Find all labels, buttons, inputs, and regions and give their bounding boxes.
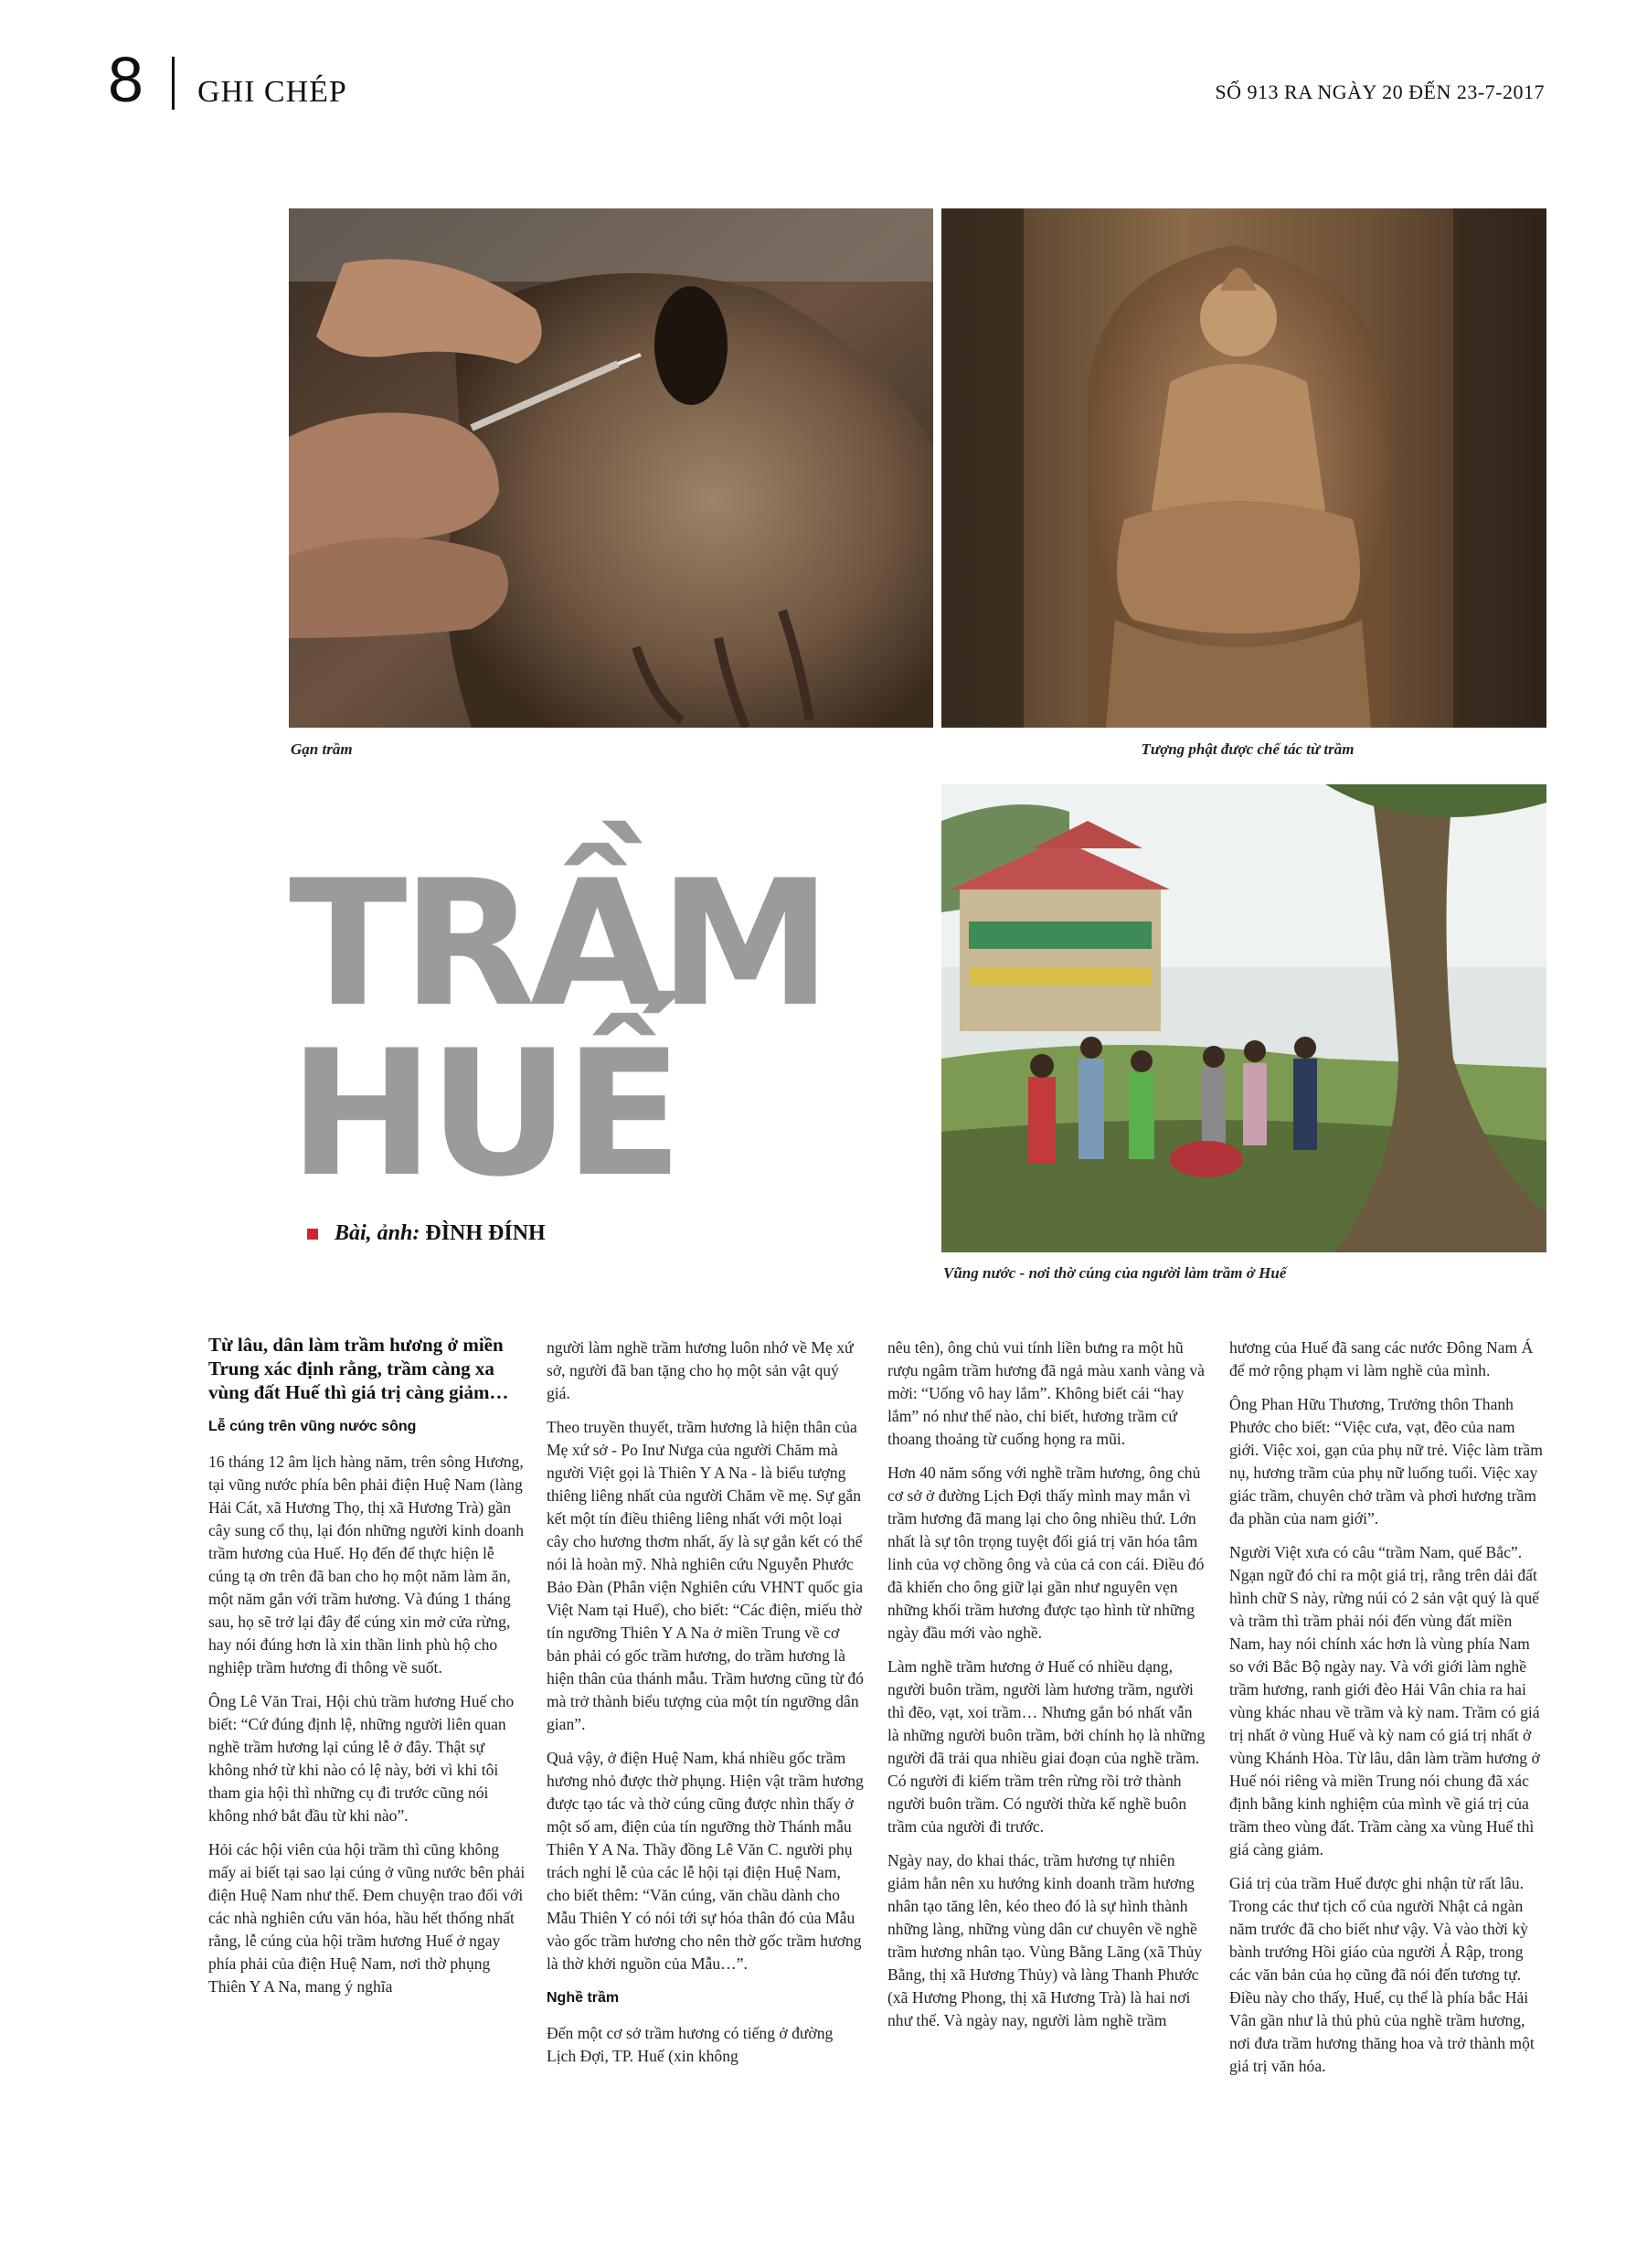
title-line-2: HUẾ: [289, 1013, 678, 1215]
paragraph: Đến một cơ sở trầm hương có tiếng ở đường Lịch Đợi, TP. Huế (xin không: [547, 2024, 834, 2065]
caption-photo-1: Gạn trầm: [291, 740, 353, 758]
section-name: GHI CHÉP: [197, 75, 347, 109]
photo-carving-hands: [289, 208, 933, 728]
byline: [307, 1221, 546, 1246]
caption-photo-2: Tượng phật được chế tác từ trầm: [1141, 740, 1355, 758]
byline-author: ĐÌNH ĐÍNH: [425, 1221, 546, 1245]
paragraph: Giá trị của trầm Huế được ghi nhận từ rất lâu. Trong các thư tịch cổ của người Nhật cả ngàn năm trước đã cho biết như vậy. Và vào thời kỳ bành trướng Hồi giáo của người Ả Rập, trong các văn bản của họ cũng đã nói đến tương tự. Điều này cho thấy, Huế, cụ thể là phía bắc Hải Vân gần như là thủ phủ của nghề trầm hương, nơi đưa trầm hương thăng hoa và trở thành một giá trị văn hóa.: [1229, 1874, 1535, 2075]
paragraph: Ông Phan Hữu Thương, Trưởng thôn Thanh Phước cho biết: “Việc cưa, vạt, đẽo của nam giới. Việc xoi, gạn của phụ nữ trẻ. Việc làm trầm nụ, hương trầm của phụ nữ luống tuổi. Việc xay giác trầm, chuyên chở trầm và phơi hương trầm đa phần của nam giới”.: [1229, 1395, 1543, 1528]
paragraph: 16 tháng 12 âm lịch hàng năm, trên sông Hương, tại vũng nước phía bên phải điện Huệ Nam (làng Hải Cát, xã Hương Thọ, thị xã Hương Trà) gần cây sung cổ thụ, lại đón những người kinh doanh trầm hương của Huế. Họ đến để thực hiện lễ cúng tạ ơn trên đã ban cho họ một năm làm ăn, một năm gắn với trầm hương. Và đúng 1 tháng sau, họ sẽ trở lại đây để cúng xin mở cửa rừng, hay nói đúng hơn là xin thần linh phù hộ cho nghiệp trầm hương đi thông về suốt.: [208, 1453, 525, 1677]
paragraph: Làm nghề trầm hương ở Huế có nhiều dạng, người buôn trầm, người làm hương trầm, người thì đẽo, vạt, xoi trầm… Nhưng gắn bó nhất vẫn là những người buôn trầm, bởi chính họ là những người đã trải qua nhiều giai đoạn của nghề trầm. Có người đi kiếm trầm trên rừng rồi trở thành người buôn trầm. Có người thừa kế nghề buôn trầm của người đi trước.: [887, 1657, 1206, 1836]
page-number: 8: [108, 44, 143, 115]
paragraph: người làm nghề trầm hương luôn nhớ về Mẹ xứ sở, người đã ban tặng cho họ một sản vật quý giá.: [547, 1338, 854, 1402]
article-column-3: [887, 1336, 1206, 2043]
subhead-nghe-tram: Nghề trầm: [547, 1990, 620, 2006]
paragraph: Quả vậy, ở điện Huệ Nam, khá nhiều gốc trầm hương nhỏ được thờ phụng. Hiện vật trầm hương được tạo tác và thờ cúng cũng được nhìn thấy ở một số am, điện của tín ngưỡng thờ Thánh mẫu Thiên Y A Na. Thầy đồng Lê Văn C. người phụ trách nghi lễ của các lễ hội tại điện Huệ Nam, cho biết thêm: “Văn cúng, văn chầu dành cho Mẫu Thiên Y có nói tới sự hóa thân đó của Mẫu vào gốc trầm hương cho nên thờ gốc trầm hương là thờ khởi nguồn của Mẫu…”.: [547, 1749, 864, 1973]
paragraph: Hỏi các hội viên của hội trầm thì cũng không mấy ai biết tại sao lại cúng ở vũng nước bên phải điện Huệ Nam như thế. Đem chuyện trao đổi với các nhà nghiên cứu văn hóa, hầu hết thống nhất rằng, lễ cúng của hội trầm hương Huế ở ngay phía phải của điện Huệ Nam, nơi thờ phụng Thiên Y A Na, mang ý nghĩa: [208, 1840, 526, 1996]
caption-photo-3: Vũng nước - nơi thờ cúng của người làm trầm ở Huế: [943, 1264, 1287, 1282]
byline-marker: [307, 1229, 318, 1240]
article-column-2: [547, 1336, 865, 2079]
paragraph: Hơn 40 năm sống với nghề trầm hương, ông chủ cơ sở ở đường Lịch Đợi thấy mình may mắn vì trầm hương đã mang lại cho ông nhiều thứ. Lớn nhất là sự tôn trọng tuyệt đối giá trị văn hóa tâm linh của vợ chồng ông và của cả con cái. Điều đó đã khiến cho ông giữ lại gần như nguyên vẹn những khối trầm hương được tạo hình từ những ngày đầu mới vào nghề.: [887, 1464, 1205, 1642]
article-title: [289, 843, 827, 1215]
article-column-1: [208, 1333, 526, 2009]
article-column-4: [1229, 1336, 1547, 2089]
paragraph: nêu tên), ông chủ vui tính liền bưng ra một hũ rượu ngâm trầm hương đã ngả màu xanh vàng và mời: “Uống vô hay lắm”. Không biết cái “hay lắm” nó như thế nào, chỉ biết, hương trầm cứ thoang thoảng từ cuống họng ra mũi.: [887, 1338, 1205, 1448]
paragraph: hương của Huế đã sang các nước Đông Nam Á để mở rộng phạm vi làm nghề của mình.: [1229, 1338, 1534, 1379]
paragraph: Ngày nay, do khai thác, trầm hương tự nhiên giảm hẳn nên xu hướng kinh doanh trầm hương nhân tạo tăng lên, kéo theo đó là sự hình thành những làng, những vùng dân cư chuyên về nghề trầm hương nhân tạo. Vùng Bằng Lãng (xã Thủy Bằng, thị xã Hương Thủy) và làng Thanh Phước (xã Hương Phong, thị xã Hương Trà) là hai nơi như thế. Và ngày nay, người làm nghề trầm: [887, 1851, 1203, 2029]
header-divider: [172, 57, 175, 110]
byline-label: Bài, ảnh:: [335, 1221, 420, 1245]
issue-info: SỐ 913 RA NGÀY 20 ĐẾN 23-7-2017: [1215, 80, 1545, 103]
photo-river-shrine: [941, 784, 1546, 1252]
paragraph: Theo truyền thuyết, trầm hương là hiện thân của Mẹ xứ sở - Po Inư Nưga của người Chăm mà người Việt gọi là Thiên Y A Na - là biểu tượng thiêng liêng nhất của người Chăm về mẹ. Sự gắn kết một tín điều thiêng liêng nhất với một loại cây cho hương thơm nhất, ấy là sự gắn kết có thể nói là hoàn mỹ. Nhà nghiên cứu Nguyễn Phước Bảo Đàn (Phân viện Nghiên cứu VHNT quốc gia Việt Nam tại Huế), cho biết: “Các điện, miếu thờ tín ngưỡng Thiên Y A Na ở miền Trung về cơ bản phải có gốc trầm hương, do trầm hương là hiện thân của thánh mẫu. Trầm hương cũng từ đó mà trở thành biểu tượng của một tín ngưỡng dân gian”.: [547, 1418, 864, 1733]
paragraph: Người Việt xưa có câu “trầm Nam, quế Bắc”. Ngạn ngữ đó chỉ ra một giá trị, rằng trên dải đất hình chữ S này, rừng núi có 2 sản vật quý là quế và trầm thì trầm phải nói đến vùng đất miền Nam, hay nói chính xác hơn là vùng phía Nam so với Bắc Bộ ngày nay. Và với giới làm nghề trầm hương, ranh giới đèo Hải Vân chia ra hai vùng khác nhau về trầm và kỳ nam. Trầm có giá trị nhất ở vùng Huế và kỳ nam có giá trị nhất ở vùng Khánh Hòa. Từ lâu, dân làm trầm hương ở Huế nói riêng và miền Trung nói chung đã xác định bằng kinh nghiệm của mình về giá trị của trầm theo vùng đất. Trầm càng xa vùng Huế thì giá càng giảm.: [1229, 1543, 1540, 1858]
photo-buddha-statue: [941, 208, 1546, 728]
title-line-1: TRẦM: [289, 843, 827, 1045]
article-lead: Từ lâu, dân làm trầm hương ở miền Trung xác định rằng, trầm càng xa vùng đất Huế thì giá trị càng giảm…: [208, 1334, 509, 1403]
paragraph: Ông Lê Văn Trai, Hội chủ trầm hương Huế cho biết: “Cứ đúng định lệ, những người liên quan nghề trầm hương lại cúng lễ ở đây. Thật sự không nhớ từ khi nào có lệ này, bởi vì khi tôi tham gia hội thì những cụ đi trước cũng nói không nhớ bắt đầu từ khi nào”.: [208, 1692, 515, 1825]
subhead-le-cung: Lễ cúng trên vũng nước sông: [208, 1419, 417, 1434]
